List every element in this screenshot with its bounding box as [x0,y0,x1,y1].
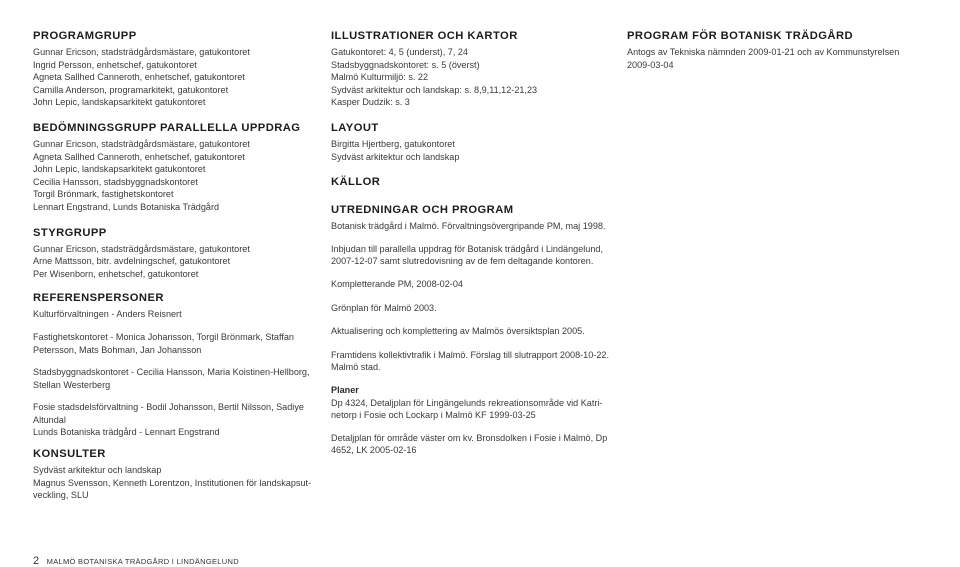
column-right [627,30,927,71]
reference-paragraph: Kulturförvaltningen - Anders Reisnert [33,309,182,320]
credit-line: Gatukontoret: 4, 5 (underst), 7, 24 [331,47,468,57]
heading-konsulter: KONSULTER [33,448,106,461]
column-middle [331,30,623,457]
page-number: 2 [33,555,40,567]
credit-line: Per Wisenborn, enhetschef, gatukontoret [33,268,199,279]
heading-illustrationer: ILLUSTRATIONER OCH KARTOR [331,30,518,42]
plan-item: Detaljplan för område väster om kv. Bronsdolken i Fosie i Malmö, Dp 4652, LK 2005-02-16 [331,432,608,456]
credit-line: Gunnar Ericson, stadsträdgårdsmästare, gatukontoret [33,47,250,57]
credit-line: John Lepic, landskapsarkitekt gatukontoret [33,164,206,175]
credit-line: Birgitta Hjertberg, gatukontoret [331,138,455,149]
heading-styrgrupp: STYRGRUPP [33,226,107,239]
reference-paragraph: Lunds Botaniska trädgård - Lennart Engstrand [33,427,220,438]
credit-line: Agneta Sallhed Canneroth, enhetschef, gatukontoret [33,151,245,162]
footer-title: MALMÖ BOTANISKA TRÄDGÅRD I LINDÄNGELUND [46,557,239,566]
credit-line: Sydväst arkitektur och landskap [331,151,460,162]
source-item: Inbjudan till parallella uppdrag för Botanisk trädgård i Lindängelund, 2007-12-07 samt slutredovisning av de fem deltagande kontoren. [331,243,603,267]
credit-line: Stadsbyggnadskontoret: s. 5 (överst) [331,59,480,70]
credit-line: Agneta Sallhed Canneroth, enhetschef, gatukontoret [33,72,245,83]
heading-bedomningsgrupp: BEDÖMNINGSGRUPP PARALLELLA UPPDRAG [33,121,301,134]
source-item: Kompletterande PM, 2008-02-04 [331,278,463,289]
source-item: Aktualisering och komplettering av Malmös översiktsplan 2005. [331,326,585,337]
credit-line: Ingrid Persson, enhetschef, gatukontoret [33,59,197,70]
credit-line: Torgil Brönmark, fastighetskontoret [33,189,174,200]
reference-paragraph: Fosie stadsdelsförvaltning - Bodil Johansson, Bertil Nilsson, Sadiye Altundal [33,402,304,425]
credit-line: Malmö Kulturmiljö: s. 22 [331,72,429,83]
heading-planer: Planer [331,384,359,395]
heading-referenspersoner: REFERENSPERSONER [33,292,164,305]
program-adoption-text: Antogs av Tekniska nämnden 2009-01-21 och av Kommunstyrelsen 2009-03-04 [627,47,900,70]
reference-paragraph: Stadsbyggnadskontoret - Cecilia Hansson, Maria Koistinen-Hellborg, Stellan Westerberg [33,367,310,390]
heading-layout: LAYOUT [331,121,379,134]
source-item: Framtidens kollektivtrafik i Malmö. Förslag till slutrapport 2008-10-22. Malmö stad. [331,349,609,373]
credit-line: Gunnar Ericson, stadsträdgårdsmästare, gatukontoret [33,243,250,254]
consultant-line: Magnus Svensson, Kenneth Lorentzon, Institutionen för landskapsut-veckling, SLU [33,477,312,501]
credit-line: Gunnar Ericson, stadsträdgårdsmästare, gatukontoret [33,138,250,149]
credit-line: Arne Mattsson, bitr. avdelningschef, gatukontoret [33,256,231,267]
consultant-line: Sydväst arkitektur och landskap [33,465,162,476]
credit-line: Lennart Engstrand, Lunds Botaniska Trädgård [33,201,220,212]
credit-line: John Lepic, landskapsarkitekt gatukontoret [33,97,206,108]
reference-paragraph: Fastighetskontoret - Monica Johansson, Torgil Brönmark, Staffan Petersson, Mats Bohman, Jan Johansson [33,331,294,355]
credit-line: Sydväst arkitektur och landskap: s. 8,9,11,12-21,23 [331,84,538,95]
source-item: Grönplan för Malmö 2003. [331,302,437,313]
credit-line: Camilla Anderson, programarkitekt, gatukontoret [33,84,229,95]
heading-kallor: KÄLLOR [331,176,381,189]
heading-utredningar: UTREDNINGAR OCH PROGRAM [331,204,514,217]
source-item: Botanisk trädgård i Malmö. Förvaltningsövergripande PM, maj 1998. [331,221,606,232]
column-left [33,30,325,502]
heading-program: PROGRAM FÖR BOTANISK TRÄDGÅRD [627,30,854,42]
page-footer [33,555,239,567]
credit-line: Kasper Dudzik: s. 3 [331,97,410,108]
plan-item: Dp 4324, Detaljplan för Lingängelunds rekreationsområde vid Katri-netorp i Fosie och Lockarp i Malmö KF 1999-03-25 [331,397,603,421]
credit-line: Cecilia Hansson, stadsbyggnadskontoret [33,176,198,187]
heading-programgrupp: PROGRAMGRUPP [33,30,137,42]
